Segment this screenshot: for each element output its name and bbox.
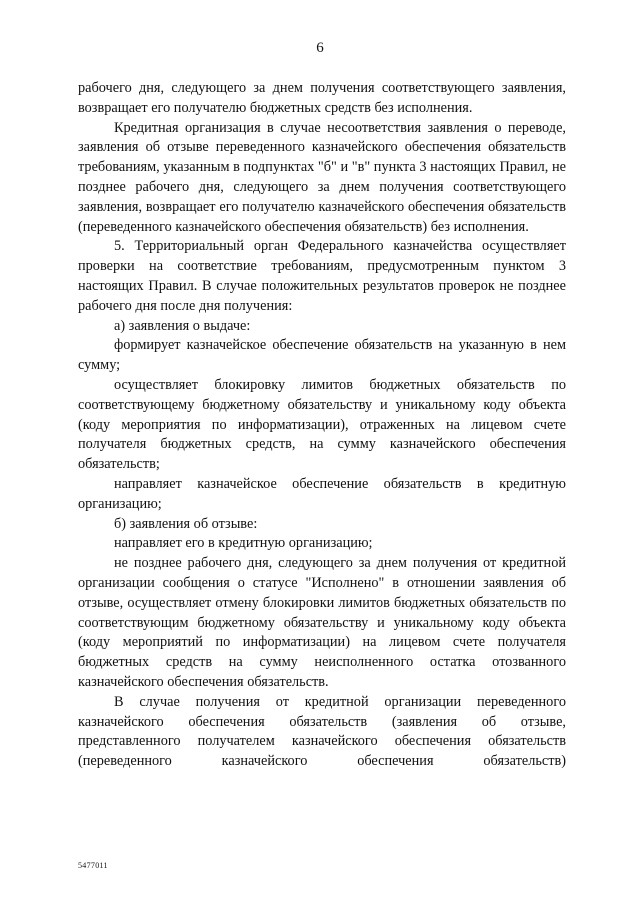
document-code: 5477011 [78, 861, 108, 870]
paragraph-credit-organization: Кредитная организация в случае несоответствия заявления о переводе, заявления об отзыве переведенного казначейского обеспечения обязательств требованиям, указанным в подпунктах "б" и "в" пункта 3 настоящих Правил, не позднее рабочего дня, следующего за днем получения соответствующего заявления, возвращает его получателю казначейского обеспечения обязательств (переведенного казначейского обеспечения обязательств) без исполнения. [78, 119, 566, 235]
paragraph-cancels-blocking: не позднее рабочего дня, следующего за днем получения от кредитной организации сообщения о статусе "Исполнено" в отношении заявления об отзыве, осуществляет отмену блокировки лимитов бюджетных обязательств по соответствующим бюджетному обязательству и уникальному коду объекта (коду мероприятий по информатизации) на лицевом счете получателя бюджетных средств на сумму неисполненного остатка отозванного казначейского обеспечения обязательств. [78, 555, 566, 690]
paragraph-sends-security: направляет казначейское обеспечение обязательств в кредитную организацию; [78, 475, 566, 512]
paragraph-in-case-of-receipt: В случае получения от кредитной организации переведенного казначейского обеспечения обязательств (заявления об отзыве, представленного получателем казначейского обеспечения обязательств (переведенного казначейского обеспечения обязательств) [78, 693, 566, 770]
document-body [78, 79, 566, 772]
page-number: 6 [316, 40, 324, 56]
subitem-a: а) заявления о выдаче: [114, 317, 251, 334]
paragraph-continuation: рабочего дня, следующего за днем получения соответствующего заявления, возвращает его получателю бюджетных средств без исполнения. [78, 80, 566, 116]
paragraph-blocks-limits: осуществляет блокировку лимитов бюджетных обязательств по соответствующему бюджетному обязательству и уникальному коду объекта (коду мероприятия по информатизации), отраженных на лицевом счете получателя бюджетных средств, на сумму казначейского обеспечения обязательств; [78, 376, 566, 473]
subitem-b: б) заявления об отзыве: [114, 515, 258, 532]
paragraph-sends-to-bank: направляет его в кредитную организацию; [114, 535, 373, 552]
paragraph-forms-security: формирует казначейское обеспечение обязательств на указанную в нем сумму; [78, 337, 566, 374]
paragraph-item-5: 5. Территориальный орган Федерального казначейства осуществляет проверки на соответствие требованиям, предусмотренным пунктом 3 настоящих Правил. В случае положительных результатов проверок не позднее рабочего дня после дня получения: [78, 238, 566, 314]
